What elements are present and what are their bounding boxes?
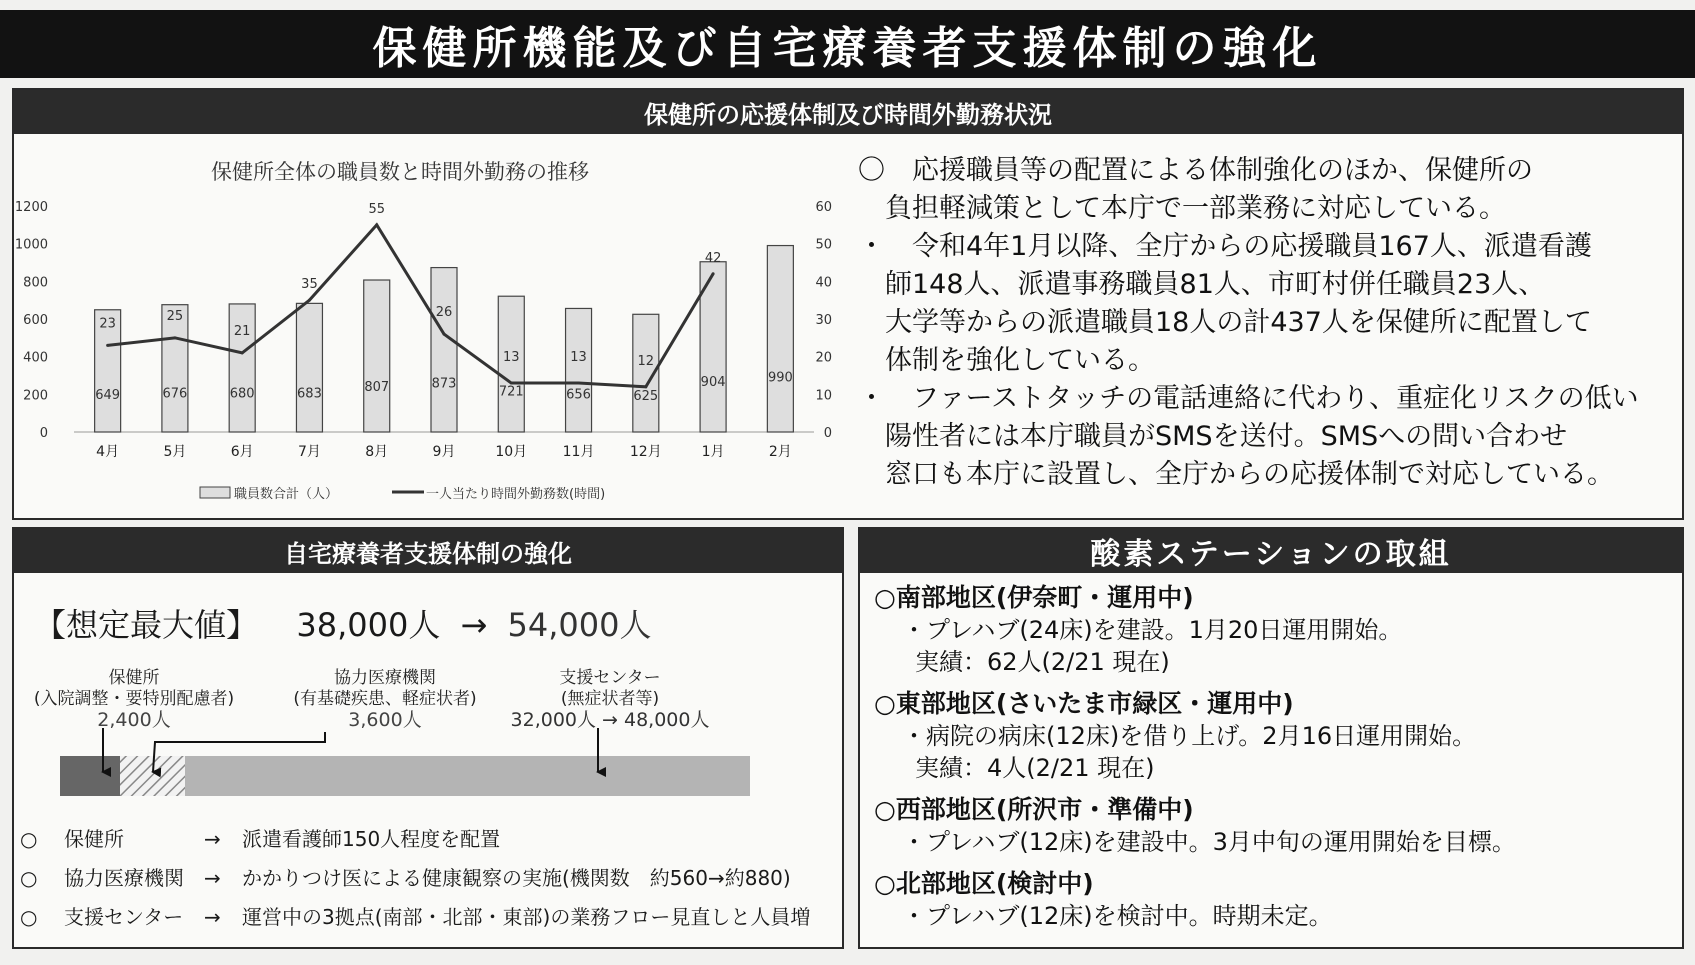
segment-bar-hokenjo [60,756,120,796]
station-detail: ・プレハブ(24床)を建設。1月20日運用開始。 [902,616,1403,644]
line-value-label: 55 [368,201,386,217]
right-axis-tick: 40 [815,275,832,291]
legend-bar-label: 職員数合計（人） [234,487,339,502]
bar [296,303,322,432]
overtime-line [108,225,713,387]
station-detail: ・プレハブ(12床)を検討中。時期未定。 [902,902,1333,930]
legend-line-label: 一人当たり時間外勤務数(時間) [426,487,606,502]
x-axis-tick: 12月 [629,444,662,460]
line-value-label: 12 [637,353,655,369]
station-item [874,794,1674,858]
left-axis-tick: 1000 [14,237,48,253]
line-point [241,351,244,354]
title-banner [0,10,1695,78]
bar-value-label: 656 [566,387,591,403]
segment-bar-kyoryoku [120,756,185,796]
right-axis-tick: 0 [823,426,832,441]
segment-value: 32,000人 → 48,000人 [510,709,710,731]
line-point [106,344,109,347]
circle-bullet: ○ [20,827,38,851]
x-axis-tick: 4月 [96,444,120,460]
x-axis-tick: 1月 [701,444,725,460]
segment-label-hokenjo [24,668,244,731]
segment-name: 保健所 [108,668,160,688]
bar-value-label: 649 [95,387,121,403]
x-axis-tick: 9月 [432,444,456,460]
line-value-label: 21 [233,323,251,339]
right-axis-tick: 20 [815,350,832,366]
right-axis-tick: 50 [815,237,832,253]
x-axis-tick: 6月 [230,444,254,460]
line-point [173,336,176,339]
station-item [874,868,1674,932]
bar-value-label: 676 [162,386,188,402]
bar-value-label: 990 [767,370,793,386]
segment-sub: (入院調整・要特別配慮者) [33,689,235,709]
x-axis-tick: 10月 [495,444,528,460]
x-axis-tick: 5月 [163,444,187,460]
segment-label-shien [480,668,740,731]
segment-bar-shien [185,756,750,796]
staff-support-header: 保健所の応援体制及び時間外勤務状況 [14,90,1682,134]
left-axis-tick: 0 [39,426,48,441]
segment-sub: (無症状者等) [560,689,660,709]
max-label: 【想定最大値】 [34,606,259,644]
legend-bar-swatch [200,487,230,498]
left-axis-tick: 400 [23,350,48,366]
station-heading: ○北部地区(検討中) [874,869,1094,898]
description-line: 大学等からの派遣職員18人の計437人を保健所に配置して [858,307,1592,338]
x-axis-tick: 7月 [297,444,321,460]
bar-value-label: 721 [498,384,524,400]
station-item [874,688,1674,784]
bar [767,246,793,432]
x-axis-tick: 8月 [365,444,389,460]
bar [566,308,592,432]
bar-value-label: 807 [364,379,390,395]
measure-name: 支援センター [64,905,184,929]
bar-value-label: 904 [700,375,726,391]
bar-value-label: 873 [431,376,457,392]
measure-arrow: → [204,866,221,890]
line-point [308,299,311,302]
circle-bullet: ○ [20,905,38,929]
measure-arrow: → [204,905,221,929]
capacity-bar-diagram [40,728,820,828]
list-item [20,859,810,898]
description-line: ・ ファーストタッチの電話連絡に代わり、重症化リスクの低い [858,383,1639,414]
left-axis-tick: 800 [23,275,48,291]
circle-bullet: ○ [20,866,38,890]
description-line: 窓口も本庁に設置し、全庁からの応援体制で対応している。 [858,459,1614,490]
line-value-label: 25 [166,308,184,324]
station-result: 実績：62人(2/21 現在) [915,648,1170,676]
list-item [20,898,810,937]
station-heading: ○南部地区(伊奈町・運用中) [874,583,1194,612]
line-value-label: 26 [435,305,453,321]
left-axis-tick: 1200 [14,200,48,215]
measure-name: 協力医療機関 [64,866,184,890]
segment-value: 3,600人 [348,709,422,731]
bar-value-label: 683 [297,386,322,402]
bar-value-label: 625 [633,389,659,405]
station-detail: ・プレハブ(12床)を建設中。3月中旬の運用開始を目標。 [902,828,1516,856]
x-axis-tick: 11月 [562,444,595,460]
measure-text: 派遣看護師150人程度を配置 [242,827,501,851]
home-care-header: 自宅療養者支援体制の強化 [14,529,842,573]
segment-name: 協力医療機関 [334,668,436,688]
description-line: 〇 応援職員等の配置による体制強化のほか、保健所の [858,155,1533,186]
max-from: 38,000人 [296,606,441,644]
left-axis-tick: 200 [23,388,48,404]
support-description [858,152,1678,494]
measure-name: 保健所 [64,827,124,851]
line-point [644,385,647,388]
line-value-label: 42 [704,250,722,266]
line-point [510,382,513,385]
station-heading: ○西部地区(所沢市・準備中) [874,795,1194,824]
max-value-line [34,600,651,646]
description-line: 陽性者には本庁職員がSMSを送付。SMSへの問い合わせ [858,421,1568,452]
measure-text: 運営中の3拠点(南部・北部・東部)の業務フロー見直しと人員増 [242,905,811,929]
line-point [443,333,446,336]
segment-label-kyoryoku [260,668,510,731]
description-line: 負担軽減策として本庁で一部業務に対応している。 [858,193,1506,224]
segment-name: 支援センター [559,668,661,688]
left-axis-tick: 600 [23,313,48,328]
list-item [20,820,810,859]
oxygen-station-list [874,582,1674,932]
line-point [375,223,378,226]
bar-value-label: 680 [229,386,255,402]
segment-sub: (有基礎疾患、軽症状者) [293,689,477,709]
line-value-label: 13 [502,350,520,366]
oxygen-station-header: 酸素ステーションの取組 [860,529,1682,573]
station-item [874,582,1674,678]
x-axis-tick: 2月 [768,444,792,460]
line-point [577,382,580,385]
line-value-label: 13 [570,350,587,366]
measure-arrow: → [204,827,221,851]
max-arrow: → [460,606,488,644]
station-heading: ○東部地区(さいたま市緑区・運用中) [874,689,1294,718]
station-detail: ・病院の病床(12床)を借り上げ。2月16日運用開始。 [902,722,1477,750]
right-axis-tick: 10 [815,388,832,404]
staff-overtime-chart [14,176,834,516]
line-point [712,272,715,275]
bar [364,280,390,432]
line-value-label: 23 [99,316,116,332]
bar [431,268,457,432]
description-line: 師148人、派遣事務職員81人、市町村併任職員23人、 [858,269,1546,300]
right-axis-tick: 30 [815,313,832,328]
segment-value: 2,400人 [97,709,171,731]
measure-text: かかりつけ医による健康観察の実施(機関数 約560→約880) [242,866,791,890]
station-result: 実績：4人(2/21 現在) [915,754,1155,782]
description-line: ・ 令和4年1月以降、全庁からの応援職員167人、派遣看護 [858,231,1592,262]
chart-title: 保健所全体の職員数と時間外勤務の推移 [211,160,589,184]
page-title: 保健所機能及び自宅療養者支援体制の強化 [372,23,1323,74]
line-value-label: 35 [301,277,318,293]
max-to: 54,000人 [507,606,652,644]
description-line: 体制を強化している。 [858,345,1155,376]
right-axis-tick: 60 [815,200,832,215]
home-care-measures [20,820,810,937]
